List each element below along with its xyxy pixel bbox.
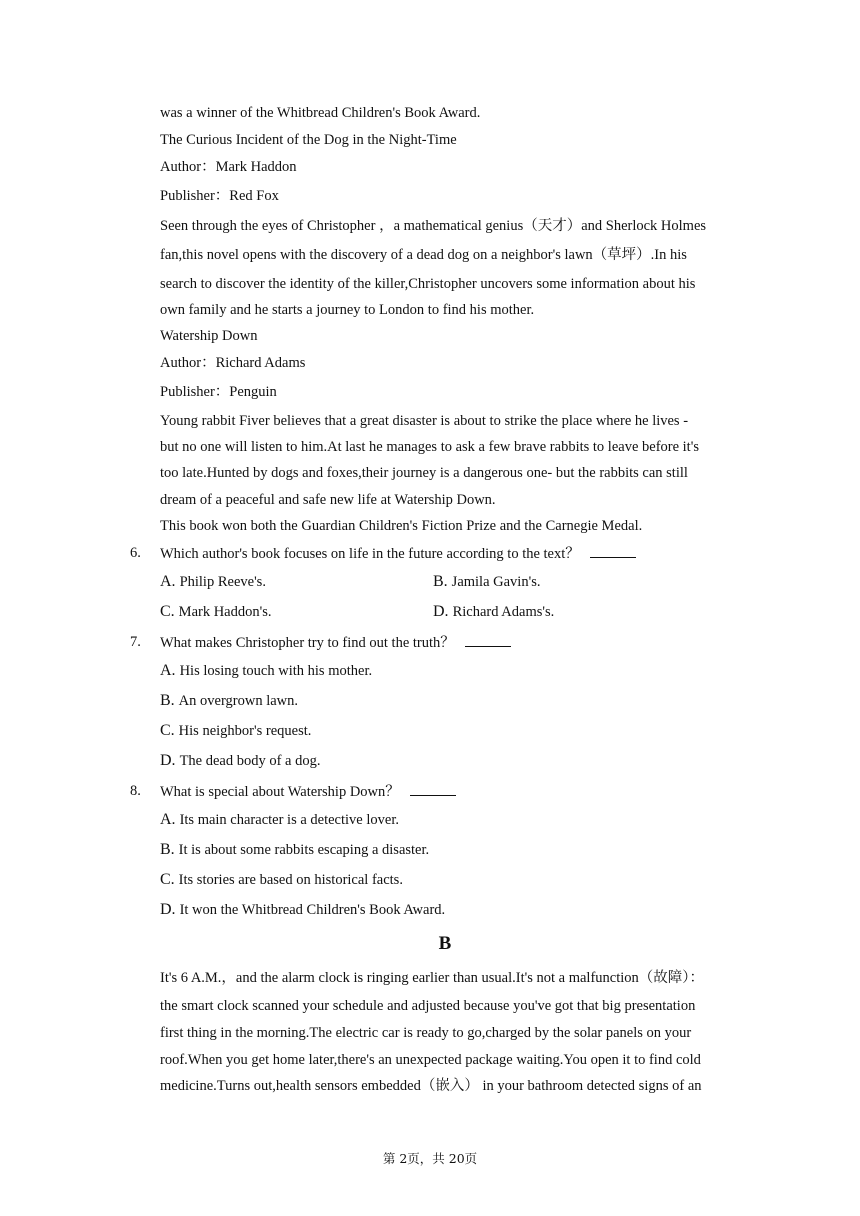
question-stem: What makes Christopher try to find out the truth？ <box>160 632 740 653</box>
passage-line: the smart clock scanned your schedule and adjusted because you've got that big presentation <box>160 998 696 1014</box>
option-a[interactable]: A. Its main character is a detective lover. <box>160 811 399 828</box>
question-number: 6. <box>130 545 141 561</box>
option-a[interactable]: A. His losing touch with his mother. <box>160 662 373 679</box>
option-b[interactable]: B. It is about some rabbits escaping a disaster. <box>160 841 430 858</box>
passage-line: Seen through the eyes of Christopher ，a mathematical genius（天才）and Sherlock Holmes <box>160 218 707 234</box>
section-title: B <box>438 933 452 954</box>
passage-line: dream of a peaceful and safe new life at Watership Down. <box>160 492 496 508</box>
passage-line: but no one will listen to him.At last he manages to ask a few brave rabbits to leave before it's <box>160 439 699 455</box>
book-author: Author：Mark Haddon <box>160 159 297 175</box>
passage-line: own family and he starts a journey to London to find his mother. <box>160 302 535 318</box>
option-a[interactable]: A. Philip Reeve's. <box>160 573 266 590</box>
passage-line: It's 6 A.M.，and the alarm clock is ringing earlier than usual.It's not a malfunction（故障）： <box>160 970 705 986</box>
passage-line: Young rabbit Fiver believes that a great disaster is about to strike the place where he lives - <box>160 413 689 429</box>
option-c[interactable]: C. Mark Haddon's. <box>160 603 272 620</box>
answer-blank <box>590 543 636 558</box>
passage-line: roof.When you get home later,there's an unexpected package waiting.You open it to find cold <box>160 1052 701 1068</box>
passage-line: search to discover the identity of the killer,Christopher uncovers some information about his <box>160 276 696 292</box>
answer-blank <box>465 632 511 647</box>
passage-line: fan,this novel opens with the discovery of a dead dog on a neighbor's lawn（草坪）.In his <box>160 247 687 263</box>
passage-line: too late.Hunted by dogs and foxes,their journey is a dangerous one- but the rabbits can still <box>160 465 688 481</box>
book-author: Author：Richard Adams <box>160 355 306 371</box>
option-d[interactable]: D. Richard Adams's. <box>433 603 555 620</box>
passage-line: This book won both the Guardian Children's Fiction Prize and the Carnegie Medal. <box>160 518 643 534</box>
book-title: The Curious Incident of the Dog in the Night-Time <box>160 132 457 148</box>
option-d[interactable]: D. The dead body of a dog. <box>160 752 321 769</box>
question-number: 8. <box>130 783 141 799</box>
answer-blank <box>410 781 456 796</box>
option-b[interactable]: B. An overgrown lawn. <box>160 692 299 709</box>
option-c[interactable]: C. His neighbor's request. <box>160 722 312 739</box>
question-stem: Which author's book focuses on life in the future according to the text？ <box>160 543 740 564</box>
question-stem: What is special about Watership Down？ <box>160 781 740 802</box>
book-publisher: Publisher：Penguin <box>160 384 277 400</box>
passage-line: medicine.Turns out,health sensors embedded（嵌入） in your bathroom detected signs of an <box>160 1078 702 1094</box>
book-publisher: Publisher：Red Fox <box>160 188 279 204</box>
passage-line: was a winner of the Whitbread Children's Book Award. <box>160 105 481 121</box>
option-d[interactable]: D. It won the Whitbread Children's Book Award. <box>160 901 446 918</box>
page-footer: 第 2页，共 20页 <box>382 1151 478 1166</box>
passage-line: first thing in the morning.The electric car is ready to go,charged by the solar panels on your <box>160 1025 692 1041</box>
option-c[interactable]: C. Its stories are based on historical facts. <box>160 871 403 888</box>
question-number: 7. <box>130 634 141 650</box>
book-title: Watership Down <box>160 328 258 344</box>
option-b[interactable]: B. Jamila Gavin's. <box>433 573 541 590</box>
